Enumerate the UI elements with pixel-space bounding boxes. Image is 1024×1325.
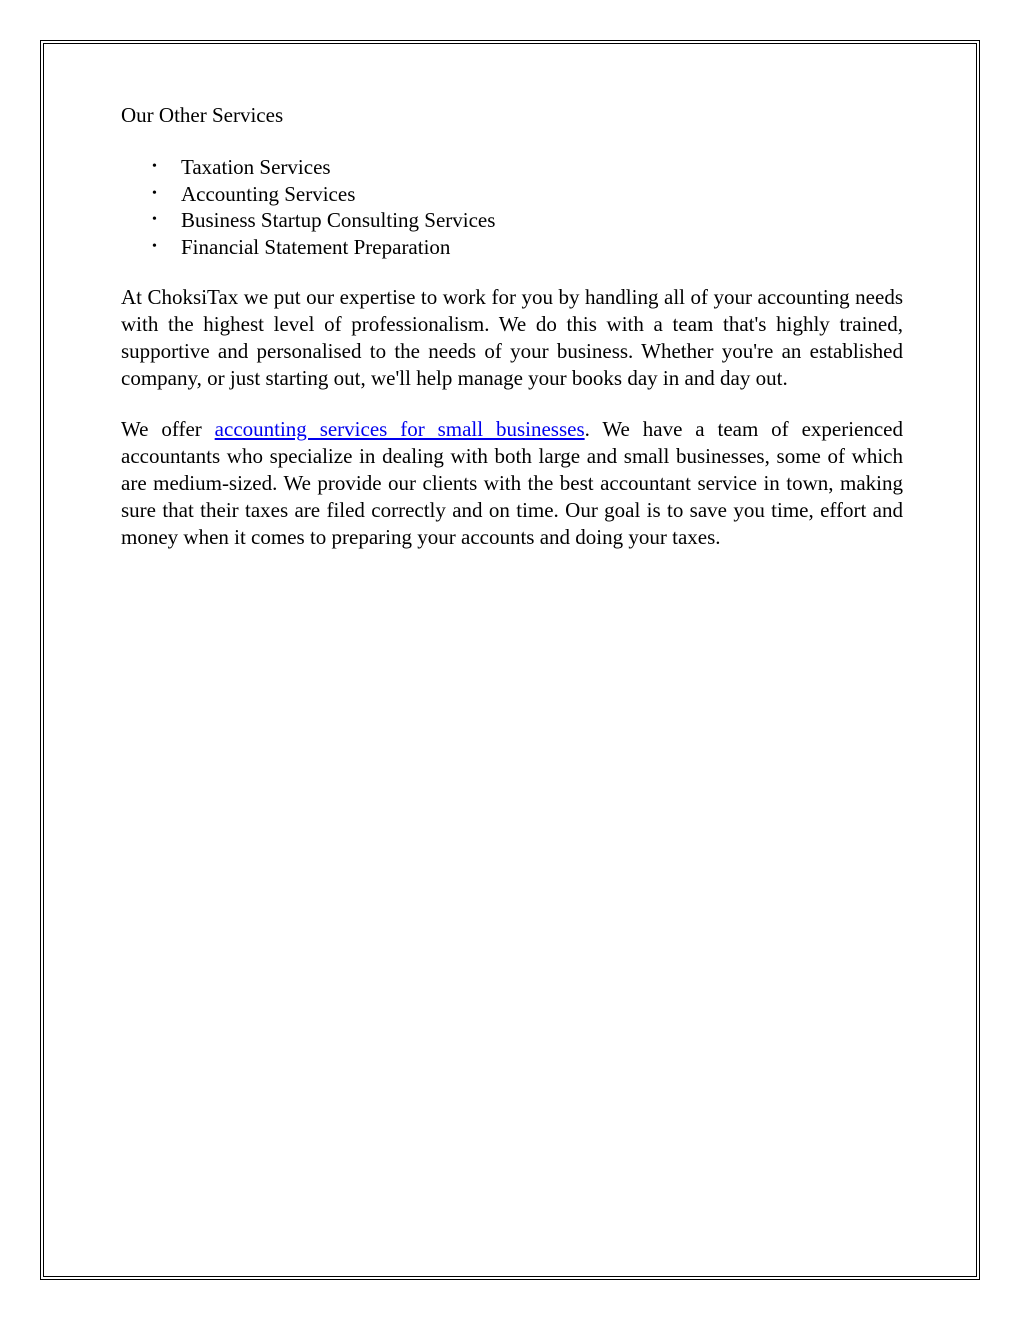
- bullet-icon: •: [152, 238, 157, 254]
- service-label: Accounting Services: [181, 181, 356, 206]
- list-item: [121, 207, 903, 234]
- service-label: Business Startup Consulting Services: [181, 208, 496, 232]
- offer-text-start: We offer: [121, 417, 215, 441]
- document-content: [121, 100, 903, 575]
- service-label: Taxation Services: [181, 155, 331, 179]
- list-item: [121, 234, 903, 261]
- offer-text-end: . We have a team of experienced accountants who specialize in dealing with both large and small businesses, some of which are medium-sized. We provide our clients with the best accountant service in town, making sure that their taxes are filed correctly and on time. Our goal is to save you time, effort and money when it comes to preparing your accounts and doing your taxes.: [121, 417, 903, 549]
- paragraph-intro: At ChoksiTax we put our expertise to work for you by handling all of your accounting needs with the highest level of professionalism. We do this with a team that's highly trained, supportive and personalised to the needs of your business. Whether you're an established company, or just starting out, we'll help manage your books day in and day out.: [121, 285, 903, 390]
- list-item: [121, 181, 903, 208]
- bullet-icon: •: [152, 212, 157, 227]
- section-heading: Our Other Services: [121, 103, 284, 127]
- bullet-icon: •: [152, 159, 157, 174]
- paragraph-offer: [121, 416, 903, 551]
- list-item: [121, 154, 903, 181]
- small-business-accounting-link[interactable]: accounting services for small businesses: [214, 417, 585, 441]
- bullet-icon: •: [152, 185, 157, 201]
- service-label: Financial Statement Preparation: [181, 234, 451, 259]
- services-list: [121, 154, 903, 260]
